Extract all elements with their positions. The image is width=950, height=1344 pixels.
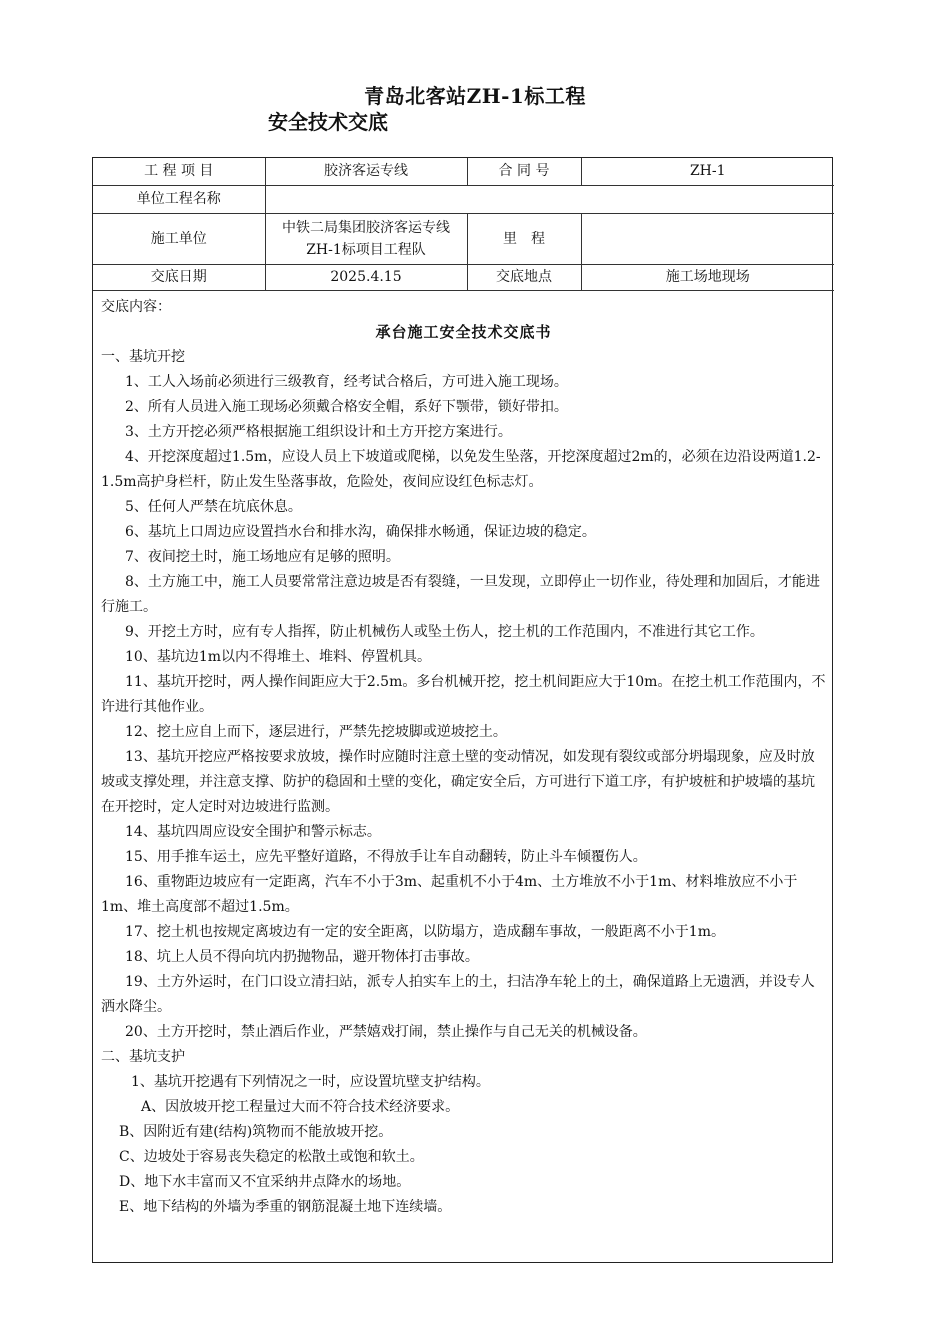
list-item: 10、基坑边1m以内不得堆土、堆料、停置机具。 [125, 648, 431, 665]
place-value: 施工场地现场 [581, 264, 834, 290]
unit-name-value [265, 185, 834, 213]
list-item: 19、土方外运时，在门口设立清扫站，派专人拍实车上的土，扫洁净车轮上的土，确保道路上无遗洒，并设专人洒水降尘。 [101, 973, 815, 1015]
builder-value: 中铁二局集团胶济客运专线ZH-1标项目工程队 [265, 213, 467, 264]
list-item: 16、重物距边坡应有一定距离，汽车不小于3m、起重机不小于4m、土方堆放不小于1m、材料堆放应不小于1m、堆土高度部不超过1.5m。 [101, 873, 798, 915]
list-item: 7、夜间挖土时，施工场地应有足够的照明。 [125, 548, 400, 565]
list-item: 15、用手推车运土，应先平整好道路，不得放手让车自动翻转，防止斗车倾覆伤人。 [125, 848, 647, 865]
list-item: 18、坑上人员不得向坑内扔抛物品，避开物体打击事故。 [125, 948, 479, 965]
list-item: 2、所有人员进入施工现场必须戴合格安全帽，系好下颚带，锁好带扣。 [125, 398, 568, 415]
date-value: 2025.4.15 [265, 264, 467, 290]
section-title: 一、基坑开挖 [101, 348, 185, 365]
unit-name-label: 单位工程名称 [93, 185, 265, 213]
sub-item: A、因放坡开挖工程量过大而不符合技术经济要求。 [141, 1098, 460, 1115]
date-label: 交底日期 [93, 264, 265, 290]
project-value: 胶济客运专线 [265, 158, 467, 185]
disclosure-form [92, 157, 833, 1263]
list-item: 14、基坑四周应设安全围护和警示标志。 [125, 823, 381, 840]
content-heading: 承台施工安全技术交底书 [375, 322, 552, 341]
sub-item: B、因附近有建(结构)筑物而不能放坡开挖。 [119, 1123, 393, 1140]
document-title: 青岛北客站ZH-1标工程 [364, 84, 586, 108]
list-item: 1、基坑开挖遇有下列情况之一时，应设置坑壁支护结构。 [131, 1073, 490, 1090]
contract-label: 合 同 号 [467, 158, 581, 185]
contract-value: ZH-1 [581, 158, 834, 185]
list-item: 20、土方开挖时，禁止酒后作业，严禁嬉戏打闹，禁止操作与自己无关的机械设备。 [125, 1023, 647, 1040]
list-item: 11、基坑开挖时，两人操作间距应大于2.5m。多台机械开挖，挖土机间距应大于10m。在挖土机工作范围内，不许进行其他作业。 [101, 673, 826, 715]
disclosure-content [93, 291, 832, 1220]
list-item: 6、基坑上口周边应设置挡水台和排水沟，确保排水畅通，保证边坡的稳定。 [125, 523, 596, 540]
section-title: 二、基坑支护 [101, 1048, 185, 1065]
list-item: 5、任何人严禁在坑底休息。 [125, 498, 302, 515]
list-item: 12、挖土应自上而下，逐层进行，严禁先挖坡脚或逆坡挖土。 [125, 723, 507, 740]
mileage-value [581, 213, 834, 264]
info-table [93, 158, 834, 291]
sub-item: E、地下结构的外墙为季重的钢筋混凝土地下连续墙。 [119, 1198, 452, 1215]
sub-item: D、地下水丰富而又不宜采纳井点降水的场地。 [119, 1173, 411, 1190]
list-item: 4、开挖深度超过1.5m，应设人员上下坡道或爬梯，以免发生坠落，开挖深度超过2m的，必须在边沿设两道1.2-1.5m高护身栏杆，防止发生坠落事故，危险处，夜间应设红色标志灯。 [101, 448, 821, 490]
list-item: 9、开挖土方时，应有专人指挥，防止机械伤人或坠土伤人，挖土机的工作范围内，不准进行其它工作。 [125, 623, 764, 640]
content-intro: 交底内容： [101, 298, 171, 315]
list-item: 3、土方开挖必须严格根据施工组织设计和土方开挖方案进行。 [125, 423, 512, 440]
project-label: 工 程 项 目 [93, 158, 265, 185]
list-item: 1、工人入场前必须进行三级教育，经考试合格后，方可进入施工现场。 [125, 373, 568, 390]
document-subtitle: 安全技术交底 [268, 110, 388, 134]
list-item: 17、挖土机也按规定离坡边有一定的安全距离，以防塌方，造成翻车事故，一般距离不小于1m。 [125, 923, 725, 940]
place-label: 交底地点 [467, 264, 581, 290]
sub-item: C、边坡处于容易丧失稳定的松散土或饱和软土。 [119, 1148, 424, 1165]
list-item: 13、基坑开挖应严格按要求放坡，操作时应随时注意土壁的变动情况，如发现有裂纹或部分坍塌现象，应及时放坡或支撑处理，并注意支撑、防护的稳固和土壁的变化，确定安全后，方可进行下道工序，有护坡桩和护坡墙的基坑在开挖时，定人定时对边坡进行监测。 [101, 748, 815, 815]
builder-label: 施工单位 [93, 213, 265, 264]
mileage-label: 里 程 [467, 213, 581, 264]
list-item: 8、土方施工中，施工人员要常常注意边坡是否有裂缝，一旦发现，立即停止一切作业，待处理和加固后，才能进行施工。 [101, 573, 820, 615]
